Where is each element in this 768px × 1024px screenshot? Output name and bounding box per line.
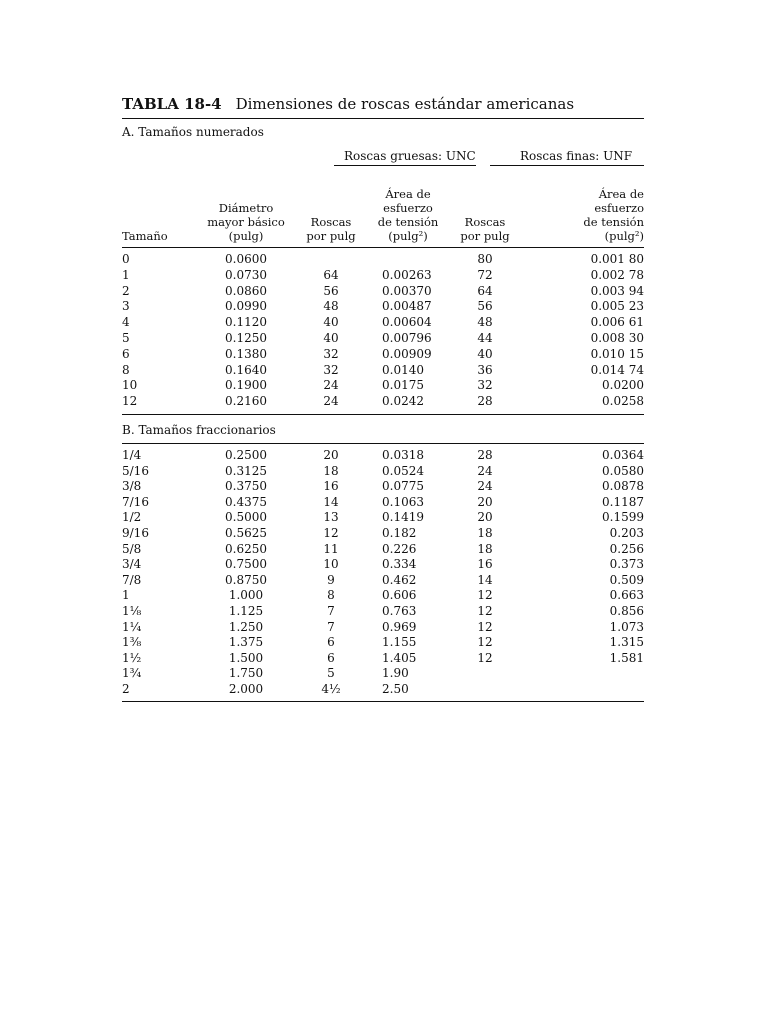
cell-unc-tpi: 12	[323, 525, 339, 540]
table-number: TABLA 18-4	[122, 95, 222, 113]
cell-diameter: 0.0990	[225, 299, 267, 314]
cell-unf-tpi: 32	[477, 378, 493, 393]
cell-size: 7/8	[122, 572, 142, 587]
cell-diameter: 1.000	[228, 588, 264, 603]
cell-size: 9/16	[122, 525, 149, 540]
cell-unc-area: 0.00263	[382, 267, 432, 282]
cell-unc-tpi: 48	[323, 299, 339, 314]
cell-diameter: 0.1380	[225, 346, 267, 361]
cell-unf-area: 0.0580	[602, 463, 644, 478]
cell-size: 5	[122, 330, 130, 345]
table-row	[122, 682, 644, 698]
cell-unc-tpi: 24	[323, 394, 339, 409]
cell-size: 1/4	[122, 447, 142, 462]
cell-unc-tpi: 16	[323, 479, 339, 494]
cell-unf-tpi: 24	[477, 463, 493, 478]
cell-unf-tpi: 12	[477, 588, 493, 603]
cell-unf-area	[516, 682, 644, 698]
cell-unc-tpi: 40	[323, 315, 339, 330]
table-row	[122, 526, 644, 542]
section-a-rows	[122, 248, 644, 414]
cell-size: 2	[122, 681, 130, 696]
cell-unc-area: 1.405	[382, 650, 417, 665]
cell-unf-area: 0.001 80	[590, 252, 644, 266]
table-row	[122, 284, 644, 300]
cell-size: 1	[122, 588, 130, 603]
cell-diameter: 1.750	[228, 666, 264, 681]
table-row	[122, 252, 644, 268]
cell-unc-area: 0.1063	[382, 494, 424, 509]
cell-unc-area: 0.0140	[382, 362, 424, 377]
cell-size: 1⅜	[122, 635, 142, 650]
cell-size: 3	[122, 299, 130, 314]
group-unf-label: Roscas finas: UNF	[520, 149, 633, 163]
cell-unc-area: 0.0318	[382, 447, 424, 462]
cell-unc-tpi: 10	[323, 557, 339, 572]
cell-unc-area: 0.0775	[382, 479, 424, 494]
cell-unc-tpi: 18	[323, 463, 339, 478]
cell-unf-area: 0.002 78	[590, 267, 644, 282]
cell-unf-area: 0.010 15	[590, 346, 644, 361]
table-row	[122, 573, 644, 589]
cell-unc-tpi: 11	[323, 541, 339, 556]
cell-unf-area: 0.014 74	[590, 362, 644, 377]
header-unc-area: Área de esfuerzo de tensión (pulg²)	[377, 187, 439, 243]
cell-unc-tpi: 6	[327, 650, 335, 665]
table-row	[122, 363, 644, 379]
cell-unc-area: 0.00604	[382, 315, 432, 330]
cell-unf-tpi: 28	[477, 394, 493, 409]
cell-unf-area: 0.006 61	[590, 315, 644, 330]
cell-unf-tpi: 80	[477, 252, 493, 266]
cell-unc-area: 0.763	[382, 603, 417, 618]
cell-unc-area: 1.155	[382, 635, 417, 650]
cell-unf-area: 0.008 30	[590, 330, 644, 345]
cell-unf-tpi: 28	[477, 447, 493, 462]
cell-unf-area: 0.663	[609, 588, 644, 603]
header-size: Tamaño	[122, 229, 168, 243]
cell-unf-area: 0.0258	[602, 394, 644, 409]
cell-unc-tpi: 32	[323, 362, 339, 377]
cell-diameter: 1.125	[228, 603, 264, 618]
group-unc-label: Roscas gruesas: UNC	[344, 149, 476, 163]
cell-diameter: 0.6250	[225, 541, 267, 556]
cell-size: 1⅛	[122, 603, 142, 618]
cell-unf-tpi: 56	[477, 299, 493, 314]
cell-unf-area: 0.203	[609, 525, 644, 540]
table-row	[122, 479, 644, 495]
cell-unf-area: 1.073	[609, 619, 644, 634]
cell-unc-area: 0.182	[382, 525, 417, 540]
group-unf-rule	[490, 165, 644, 166]
cell-unf-tpi: 16	[477, 557, 493, 572]
cell-unf-tpi	[454, 682, 516, 698]
cell-unf-area: 0.1187	[602, 494, 644, 509]
cell-unf-area: 0.0878	[602, 479, 644, 494]
cell-size: 3/8	[122, 479, 142, 494]
cell-unc-area: 2.50	[382, 681, 409, 696]
cell-unc-tpi: 7	[327, 603, 335, 618]
table-caption: Dimensiones de roscas estándar americanas	[235, 95, 575, 113]
table-row	[122, 448, 644, 464]
cell-unf-area: 0.509	[609, 572, 644, 587]
cell-unc-area	[362, 252, 454, 268]
table-row	[122, 315, 644, 331]
cell-unf-tpi: 20	[477, 494, 493, 509]
cell-unc-tpi: 20	[323, 447, 339, 462]
cell-unc-tpi: 24	[323, 378, 339, 393]
cell-unf-area	[516, 666, 644, 682]
cell-diameter: 1.375	[228, 635, 264, 650]
cell-unc-tpi: 5	[327, 666, 335, 681]
table-row	[122, 495, 644, 511]
cell-size: 6	[122, 346, 130, 361]
group-unc-rule	[334, 165, 476, 166]
table-row	[122, 268, 644, 284]
cell-diameter: 0.1120	[225, 315, 267, 330]
cell-unc-tpi: 6	[327, 635, 335, 650]
cell-diameter: 2.000	[228, 681, 264, 696]
section-b-rows	[122, 444, 644, 702]
table-row	[122, 464, 644, 480]
cell-diameter: 1.250	[228, 619, 264, 634]
table-row	[122, 347, 644, 363]
cell-unc-area: 0.00796	[382, 330, 432, 345]
cell-diameter: 0.1900	[225, 378, 267, 393]
cell-diameter: 0.2160	[225, 394, 267, 409]
cell-unf-area: 0.005 23	[590, 299, 644, 314]
cell-unc-tpi: 64	[323, 267, 339, 282]
cell-diameter: 0.4375	[225, 494, 267, 509]
cell-diameter: 0.8750	[225, 572, 267, 587]
cell-diameter: 0.5000	[225, 510, 267, 525]
cell-unc-area: 0.00370	[382, 283, 432, 298]
table-row	[122, 542, 644, 558]
cell-unf-tpi: 24	[477, 479, 493, 494]
cell-unf-tpi: 14	[477, 572, 493, 587]
table-row	[122, 651, 644, 667]
table-row	[122, 620, 644, 636]
section-a-label: A. Tamaños numerados	[122, 125, 264, 139]
cell-diameter: 0.2500	[225, 447, 267, 462]
cell-unf-area: 0.0364	[602, 447, 644, 462]
table-row	[122, 378, 644, 394]
cell-unf-area: 1.315	[609, 635, 644, 650]
cell-unf-area: 0.256	[609, 541, 644, 556]
section-b-label: B. Tamaños fraccionarios	[122, 422, 276, 437]
cell-unf-tpi: 12	[477, 619, 493, 634]
cell-unc-area: 0.606	[382, 588, 417, 603]
cell-unf-area: 0.0200	[602, 378, 644, 393]
cell-unc-tpi: 8	[327, 588, 335, 603]
cell-unf-tpi: 18	[477, 525, 493, 540]
cell-unf-area: 0.1599	[602, 510, 644, 525]
cell-unc-area: 0.0175	[382, 378, 424, 393]
header-unc-tpi: Roscas por pulg	[306, 215, 356, 243]
cell-unc-tpi: 32	[323, 346, 339, 361]
table-sheet	[122, 92, 644, 702]
cell-diameter: 0.1250	[225, 330, 267, 345]
cell-diameter: 1.500	[228, 650, 264, 665]
cell-size: 7/16	[122, 494, 149, 509]
table-row	[122, 299, 644, 315]
cell-unf-tpi: 72	[477, 267, 493, 282]
cell-unc-area: 0.969	[382, 619, 417, 634]
cell-size: 0	[122, 252, 130, 266]
cell-size: 10	[122, 378, 138, 393]
table-row	[122, 604, 644, 620]
bottom-rule	[122, 701, 644, 702]
cell-unc-tpi: 9	[327, 572, 335, 587]
cell-unf-area: 0.373	[609, 557, 644, 572]
cell-unc-area: 1.90	[382, 666, 409, 681]
header-diameter: Diámetro mayor básico (pulg)	[207, 201, 285, 243]
cell-unc-area: 0.226	[382, 541, 417, 556]
cell-unf-area: 0.003 94	[590, 283, 644, 298]
group-header	[122, 145, 644, 167]
cell-unc-area: 0.0242	[382, 394, 424, 409]
cell-unf-tpi: 64	[477, 283, 493, 298]
cell-unc-area: 0.462	[382, 572, 417, 587]
table-row	[122, 510, 644, 526]
cell-size: 5/16	[122, 463, 149, 478]
cell-unc-tpi: 56	[323, 283, 339, 298]
cell-diameter: 0.3750	[225, 479, 267, 494]
cell-unc-tpi: 7	[327, 619, 335, 634]
cell-size: 5/8	[122, 541, 142, 556]
cell-unc-tpi: 4½	[321, 681, 341, 696]
cell-diameter: 0.0730	[225, 267, 267, 282]
cell-unf-tpi: 12	[477, 635, 493, 650]
cell-size: 8	[122, 362, 130, 377]
cell-unf-tpi: 44	[477, 330, 493, 345]
table-row	[122, 557, 644, 573]
table-row	[122, 635, 644, 651]
table-title	[122, 92, 644, 116]
cell-unc-area: 0.334	[382, 557, 417, 572]
cell-unc-tpi: 13	[323, 510, 339, 525]
cell-diameter: 0.0600	[225, 252, 267, 266]
column-headers	[122, 167, 644, 243]
header-unf-area: Área de esfuerzo de tensión (pulg²)	[583, 187, 644, 243]
cell-unc-area: 0.1419	[382, 510, 424, 525]
cell-unc-area: 0.00487	[382, 299, 432, 314]
header-unf-tpi: Roscas por pulg	[460, 215, 510, 243]
cell-unf-area: 1.581	[609, 650, 644, 665]
cell-unf-tpi: 36	[477, 362, 493, 377]
cell-unc-area: 0.00909	[382, 346, 432, 361]
cell-size: 1/2	[122, 510, 142, 525]
cell-diameter: 0.0860	[225, 283, 267, 298]
table-row	[122, 666, 644, 682]
cell-size: 12	[122, 394, 138, 409]
cell-diameter: 0.3125	[225, 463, 267, 478]
cell-unf-tpi: 18	[477, 541, 493, 556]
table-row	[122, 394, 644, 410]
cell-unc-area: 0.0524	[382, 463, 424, 478]
cell-diameter: 0.5625	[225, 525, 267, 540]
cell-size: 1	[122, 267, 130, 282]
cell-unf-tpi: 12	[477, 603, 493, 618]
cell-unf-tpi: 20	[477, 510, 493, 525]
cell-unf-area: 0.856	[609, 603, 644, 618]
cell-size: 1¼	[122, 619, 142, 634]
cell-size: 1¾	[122, 666, 142, 681]
section-a-bottom-rule	[122, 414, 644, 415]
cell-diameter: 0.1640	[225, 362, 267, 377]
cell-unf-tpi: 48	[477, 315, 493, 330]
cell-unc-tpi: 40	[323, 330, 339, 345]
cell-unc-tpi	[300, 252, 362, 268]
cell-size: 3/4	[122, 557, 142, 572]
table-row	[122, 588, 644, 604]
cell-size: 1½	[122, 650, 142, 665]
table-row	[122, 331, 644, 347]
cell-unf-tpi: 40	[477, 346, 493, 361]
cell-size: 4	[122, 315, 130, 330]
cell-unf-tpi: 12	[477, 650, 493, 665]
cell-unc-tpi: 14	[323, 494, 339, 509]
cell-size: 2	[122, 283, 130, 298]
cell-unf-tpi	[454, 666, 516, 682]
cell-diameter: 0.7500	[225, 557, 267, 572]
